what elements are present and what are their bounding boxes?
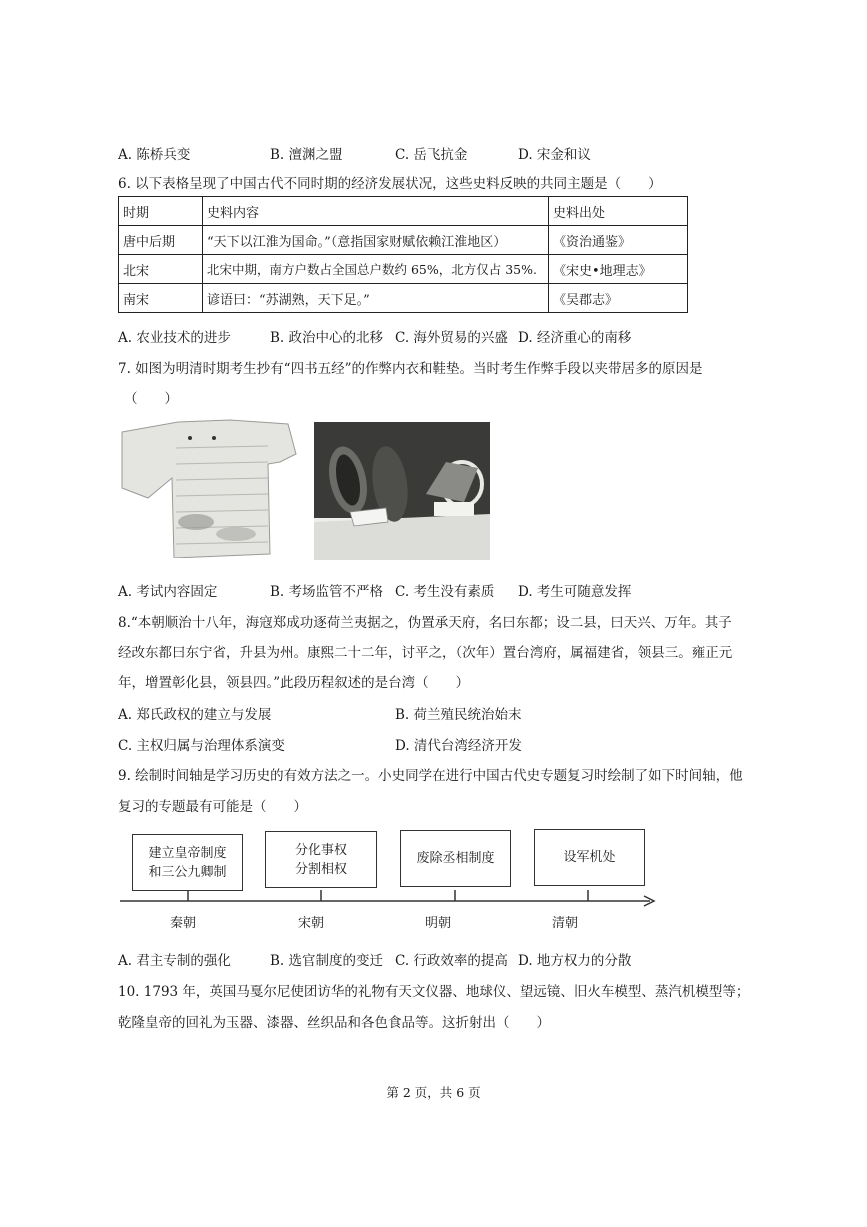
q8-line-2: 经改东都曰东宁省，升县为州。康熙二十二年，讨平之，（次年）置台湾府，属福建省，领县三。雍正元 <box>118 645 733 661</box>
table-row <box>119 284 688 313</box>
q9-option-a: A. 君主专制的强化 <box>118 953 231 969</box>
q5-option-a: A. 陈桥兵变 <box>118 147 191 163</box>
timeline-box-text: 和三公九卿制 <box>148 864 227 880</box>
timeline-box-song <box>265 831 377 888</box>
q5-option-d: D. 宋金和议 <box>518 147 591 163</box>
table-header: 史料出处 <box>549 197 688 226</box>
timeline-box-ming <box>400 830 511 887</box>
q8-option-b: B. 荷兰殖民统治始末 <box>395 707 522 723</box>
timeline-axis <box>118 890 658 912</box>
timeline-box-qin <box>132 834 243 891</box>
q5-option-c: C. 岳飞抗金 <box>395 147 468 163</box>
q6-option-d: D. 经济重心的南移 <box>518 330 632 346</box>
q10-line-1: 10. 1793 年，英国马戛尔尼使团访华的礼物有天文仪器、地球仪、望远镜、旧火车模型、蒸汽机模型等； <box>118 984 750 1000</box>
page-footer: 第 2 页，共 6 页 <box>386 1085 481 1100</box>
q6-stem: 6. 以下表格呈现了中国古代不同时期的经济发展状况，这些史料反映的共同主题是（ ） <box>118 176 662 192</box>
timeline-era-song: 宋朝 <box>298 916 325 931</box>
table-row <box>119 226 688 255</box>
q7-answer-blank: （ ） <box>124 391 178 407</box>
table-header: 时期 <box>119 197 203 226</box>
q8-line-1: 8.“本朝顺治十八年，海寇郑成功逐荷兰夷据之，伪置承天府，名曰东都；设二县，曰天兴、万年。其子 <box>118 615 732 631</box>
timeline-box-text: 建立皇帝制度 <box>148 845 227 861</box>
table-cell: 唐中后期 <box>119 226 203 255</box>
q6-option-c: C. 海外贸易的兴盛 <box>395 330 508 346</box>
table-header: 史料内容 <box>203 197 549 226</box>
q7-option-c: C. 考生没有素质 <box>395 584 495 600</box>
q7-option-a: A. 考试内容固定 <box>118 584 218 600</box>
table-cell: 《吴郡志》 <box>549 284 688 313</box>
cheating-shoes-image <box>314 422 490 560</box>
table-cell: 北宋中期，南方户数占全国总户数约 65%，北方仅占 35%. <box>203 255 549 284</box>
table-cell: “天下以江淮为国命。”（意指国家财赋依赖江淮地区） <box>203 226 549 255</box>
q9-option-c: C. 行政效率的提高 <box>395 953 508 969</box>
timeline-era-qing: 清朝 <box>552 916 579 931</box>
table-cell: 南宋 <box>119 284 203 313</box>
q6-table <box>118 196 688 313</box>
timeline-box-text: 分化事权 <box>294 842 347 858</box>
q5-option-b: B. 澶渊之盟 <box>270 147 343 163</box>
table-cell: 谚语曰：“苏湖熟，天下足。” <box>203 284 549 313</box>
timeline-box-qing <box>534 829 645 886</box>
table-header-row <box>119 197 688 226</box>
q9-option-b: B. 选官制度的变迁 <box>270 953 384 969</box>
q7-option-d: D. 考生可随意发挥 <box>518 584 632 600</box>
q9-line-1: 9. 绘制时间轴是学习历史的有效方法之一。小史同学在进行中国古代史专题复习时绘制了如下时间轴，他 <box>118 768 743 784</box>
q8-option-c: C. 主权归属与治理体系演变 <box>118 738 285 754</box>
q10-line-2: 乾隆皇帝的回礼为玉器、漆器、丝织品和各色食品等。这折射出（ ） <box>118 1015 550 1031</box>
timeline-box-text: 废除丞相制度 <box>416 851 495 866</box>
table-cell: 《资治通鉴》 <box>549 226 688 255</box>
q7-stem: 7. 如图为明清时期考生抄有“四书五经”的作弊内衣和鞋垫。当时考生作弊手段以夹带居多的原因是 <box>118 361 703 377</box>
q8-option-a: A. 郑氏政权的建立与发展 <box>118 707 272 723</box>
cheating-garment-image <box>118 418 300 558</box>
table-cell: 《宋史•地理志》 <box>549 255 688 284</box>
timeline-box-text: 设军机处 <box>563 850 616 865</box>
q8-option-d: D. 清代台湾经济开发 <box>395 738 522 754</box>
q8-line-3: 年，增置彰化县，领县四。”此段历程叙述的是台湾（ ） <box>118 675 470 691</box>
table-row <box>119 255 688 284</box>
timeline-era-qin: 秦朝 <box>170 916 197 931</box>
q9-option-d: D. 地方权力的分散 <box>518 953 632 969</box>
table-cell: 北宋 <box>119 255 203 284</box>
q9-line-2: 复习的专题最有可能是（ ） <box>118 799 307 815</box>
q6-option-a: A. 农业技术的进步 <box>118 330 231 346</box>
q6-option-b: B. 政治中心的北移 <box>270 330 384 346</box>
timeline-era-ming: 明朝 <box>425 916 452 931</box>
q7-option-b: B. 考场监管不严格 <box>270 584 384 600</box>
timeline-box-text: 分割相权 <box>294 861 347 877</box>
